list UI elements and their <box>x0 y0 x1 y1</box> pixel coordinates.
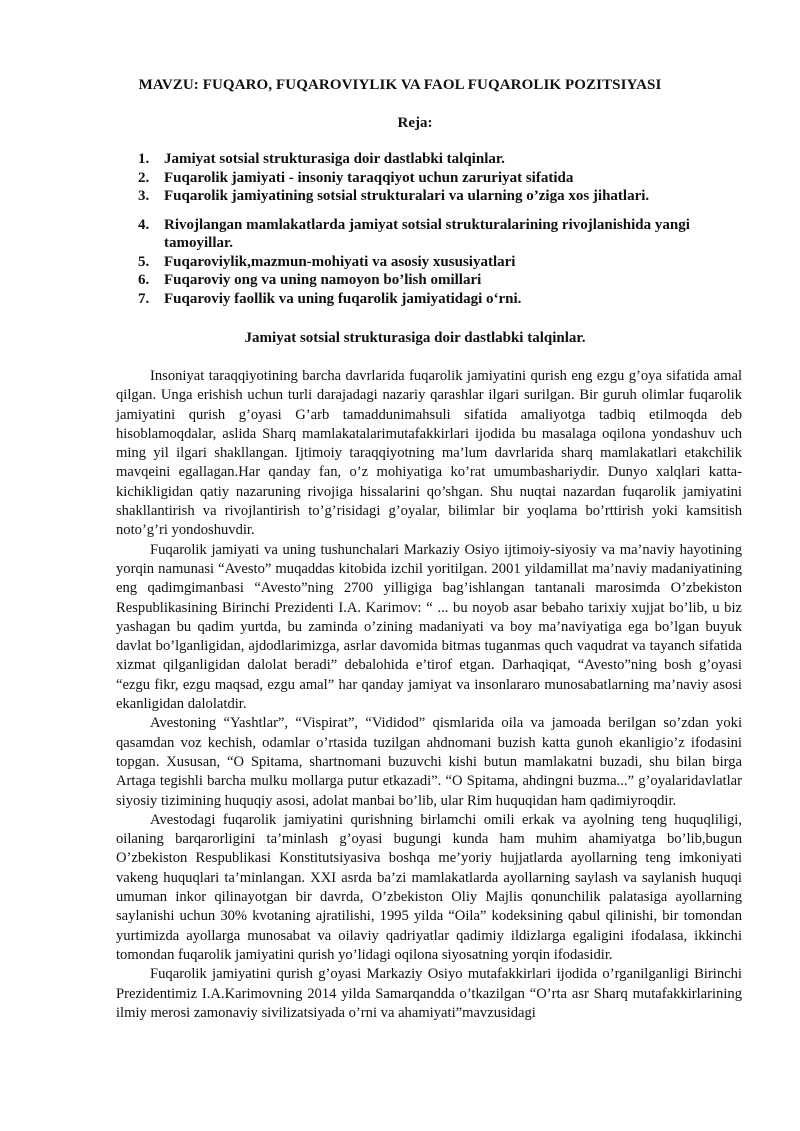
document-title: MAVZU: FUQARO, FUQAROVIYLIK VA FAOL FUQAROLIK POZITSIYASI <box>138 77 662 93</box>
paragraph: Avestoning “Yashtlar”, “Vispirat”, “Vididod” qismlarida oila va jamoada berilgan so’zdan yoki qasamdan voz kechish, odamlar o’rtasida tuzilgan ahdnomani buzish katta gunoh ekanligio’z ifodasini topgan. Xususan, “O Spitama, shartnomani buzuvchi kishi butun mamlakatni buzadi, shu bilan birga Artaga tegishli barcha mulku mollarga putur etkazadi”. “O Spitama, ahdingni buzma...” g’oyalaridavlatlar siyosiy tizimining huquqiy asosi, adolat manbai bo’lib, ular Rim huquqidan ham qadimiyroqdir. <box>116 715 742 809</box>
plan-item-number: 6. <box>138 272 150 288</box>
plan-item <box>138 216 748 253</box>
plan-item <box>138 187 748 206</box>
plan-item-text: Fuqarolik jamiyatining sotsial strukturalari va ularning o’ziga xos jihatlari. <box>164 188 650 204</box>
plan-item-number: 5. <box>138 253 150 270</box>
paragraph: Fuqarolik jamiyatini qurish g’oyasi Markaziy Osiyo mutafakkirlari ijodida o’rganilganligi Birinchi Prezidentimiz I.A.Karimovning 2014 yilda Samarqandda o’tkazilgan “O’rta asr Sharq mutafakkirlarining ilmiy merosi zamonaviy sivilizatsiyada o’rni va ahamiyati”mavzusidagi <box>116 966 742 1021</box>
plan-item <box>138 169 748 188</box>
paragraph: Avestodagi fuqarolik jamiyatini qurishning birlamchi omili erkak va ayolning teng huquqliligi, oilaning barqarorligini ta’minlash g’oyasi bugungi kunda ham muhim ahamiyatga bo’lib,bugun O’zbekiston Respublikasi Konstitutsiyasiva boshqa me’yoriy hujjatlarda ayollarning teng imkoniyati vakeng huquqlari ta’minlangan. XXI asrda ba’zi mamlakatlarda ayollarning saylash va saylanish huquqi umuman inkor qilinayotgan bir davrda, O’zbekiston Oliy Majlis qonunchilik palatasiga ayollarning saylanishi uchun 30% kvotaning ajratilishi, 1995 yilda “Oila” kodeksining qabul qilinishi, bir tomondan yurtimizda ayollarga munosabat va oilaviy qadriyatlar qadimiy ildizlarga egaligini ifodalasa, ikkinchi tomondan fuqarolik jamiyatini qurish yo’lidagi oqilona siyosatning yorqin ifodasidir. <box>116 811 742 963</box>
plan-item-number: 7. <box>138 290 150 307</box>
paragraph: Fuqarolik jamiyati va uning tushunchalari Markaziy Osiyo ijtimoiy-siyosiy va ma’naviy hayotining yorqin namunasi “Avesto” muqaddas kitobida izchil yoritilgan. 2001 yildamillat ma’naviy madaniyatining eng qadimgimanbasi “Avesto”ning 2700 yilligiga bag’ishlangan tantanali marosimda O’zbekiston Respublikasining Birinchi Prezidenti I.A. Karimov: “ ... bu noyob asar bebaho tarixiy xujjat bo’lib, u biz yashagan bu qadim yurtda, bu zaminda o’zining madaniyati va boy ma’naviyatiga ega bo’lgan buyuk davlat bo’lganligidan, ajdodlarimizga, asrlar davomida bitmas tuganmas quch vaqudrat va tayanch sifatida xizmat qilganligidan dalolat beradi” debalohida e’tirof etgan. Darhaqiqat, “Avesto”ning bosh g’oyasi “ezgu fikr, ezgu maqsad, ezgu amal” har qanday jamiyat va insonlararo munosabatlarning ma’naviy asosi ekanligidan dalolatdir. <box>116 541 742 713</box>
plan-item-text: Fuqarolik jamiyati - insoniy taraqqiyot uchun zaruriyat sifatida <box>164 169 574 186</box>
plan-item-number: 2. <box>138 169 150 186</box>
paragraph: Insoniyat taraqqiyotining barcha davrlarida fuqarolik jamiyatini qurish eng ezgu g’oya sifatida amal qilgan. Unga erishish uchun turli darajadagi nazariy qarashlar ilgari surilgan. Bir guruh olimlar fuqarolik jamiyatini qurish g’oyasi G’arb tamaddunimahsuli sifatida amaliyotga tadbiq etilmoqda deb hisoblamoqdalar, aslida Sharq mamlakatalarimutafakkirlari ijodida bu masalaga oqilona yondashuv uch ming yil ilgari shakllangan. Ijtimoiy taraqqiyotning ma’lum davrlarida sharq mamlakatlari etakchilik mavqeini egallagan.Har qanday fan, o’z mohiyatiga ko’rat umumbashariydir. Dunyo xalqlari katta-kichikligidan qatiy nazaruning rivojiga hissalarini qo’shgan. Shu nuqtai nazardan fuqarolik jamiyatini shakllantirish va rivojlantirish to’g’risidagi g’oyalar, bilimlar bir yoqlama bo’rttirish yoki kamsitish noto’g’ri yondoshuvdir. <box>116 368 742 539</box>
plan-item <box>138 150 748 169</box>
body-text <box>116 367 742 1023</box>
plan-heading: Reja: <box>397 115 433 131</box>
plan-item <box>138 290 748 309</box>
plan-list <box>138 150 748 308</box>
section-heading: Jamiyat sotsial strukturasiga doir dastlabki talqinlar. <box>244 330 586 346</box>
plan-item-text: Fuqaroviy faollik va uning fuqarolik jamiyatidagi o‘rni. <box>164 290 522 307</box>
plan-item-number: 4. <box>138 216 150 233</box>
plan-item <box>138 253 748 272</box>
plan-item-number: 1. <box>138 151 150 167</box>
plan-item-text: Fuqaroviylik,mazmun-mohiyati va asosiy xususiyatlari <box>164 253 516 270</box>
plan-item <box>138 271 748 290</box>
plan-item-number: 3. <box>138 188 150 204</box>
plan-item-text: Rivojlangan mamlakatlarda jamiyat sotsial strukturalarining rivojlanishida yangi tamoyillar. <box>164 216 690 251</box>
plan-item-text: Jamiyat sotsial strukturasiga doir dastlabki talqinlar. <box>164 151 505 167</box>
plan-item-text: Fuqaroviy ong va uning namoyon bo’lish omillari <box>164 272 482 288</box>
